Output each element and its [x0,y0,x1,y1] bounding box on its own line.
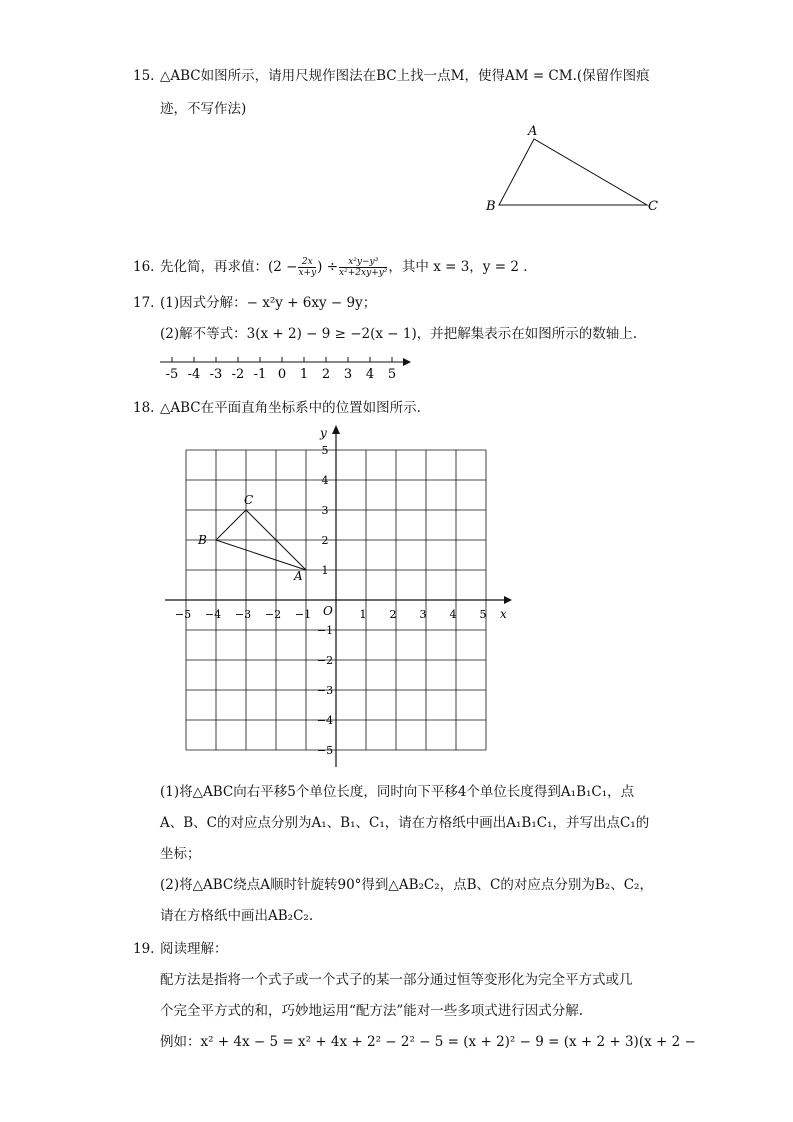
x-tick-label: −3 [234,608,252,621]
origin-label: O [323,604,333,618]
frac1-numerator: 2x [298,257,316,268]
frac2-numerator: x²y−y³ [339,257,387,268]
y-tick-label: 3 [321,504,329,517]
y-tick-label: 2 [321,534,329,547]
q16-fraction-2 [339,257,387,278]
q18-intro: △ABC在平面直角坐标系中的位置如图所示. [160,400,421,416]
frac2-denominator: x²+2xy+y² [339,268,388,278]
number-line-tick-label: -2 [231,367,245,382]
number-line-tick-label: 0 [277,367,287,382]
x-tick-label: 4 [449,608,457,621]
y-tick-label: 4 [321,474,329,487]
q15-text-line2: 迹，不写作法) [160,101,247,117]
q17-number: 17. [133,295,155,311]
q19-number: 19. [133,941,155,957]
point-label-b: B [198,533,207,547]
q19-title: 阅读理解： [160,941,228,957]
q18-part2-line1: (2)将△ABC绕点A顺时针旋转90°得到△AB₂C₂，点B、C的对应点分别为B₂、C₂， [160,877,653,893]
q16-mid: ) ÷ [317,259,339,275]
y-tick-label: −3 [316,684,334,697]
coordinate-grid [160,420,520,775]
q19-example: 例如：x² + 4x − 5 = x² + 4x + 2² − 2² − 5 = (x + 2)² − 9 = (x + 2 + 3)(x + 2 − [160,1034,696,1050]
q16-number: 16. [133,259,155,275]
q15-text-line1: △ABC如图所示，请用尺规作图法在BC上找一点M，使得AM = CM.(保留作图痕 [160,68,650,84]
y-tick-label: 1 [321,564,329,577]
q16-prefix: 先化简，再求值：(2 − [160,259,298,275]
number-line [155,352,415,382]
q19-paragraph-line2: 个完全平方式的和，巧妙地运用“配方法”能对一些多项式进行因式分解. [160,1003,584,1019]
label-a: A [528,124,538,139]
x-tick-label: 1 [359,608,367,621]
point-label-a: A [294,569,303,583]
q16-fraction-1 [298,257,316,278]
x-axis-label: x [500,607,507,621]
number-line-tick-label: -1 [253,367,267,382]
label-c: C [648,199,658,214]
number-line-tick-label: 5 [387,367,397,382]
q17-part2: (2)解不等式：3(x + 2) − 9 ≥ −2(x − 1)，并把解集表示在如图所示的数轴上. [160,326,638,342]
q16-text [160,250,528,284]
x-axis-arrow [504,596,512,604]
x-tick-label: 5 [479,608,487,621]
number-line-tick-label: 1 [299,367,309,382]
q17-part1: (1)因式分解：− x²y + 6xy − 9y； [160,295,377,311]
x-tick-label: 3 [419,608,427,621]
q19-paragraph-line1: 配方法是指将一个式子或一个式子的某一部分通过恒等变形化为完全平方式或几 [160,972,633,988]
q16-suffix: ，其中 x = 3，y = 2 . [388,259,528,275]
q18-part1-line1: (1)将△ABC向右平移5个单位长度，同时向下平移4个单位长度得到A₁B₁C₁，点 [160,784,635,800]
number-line-tick-label: -5 [165,367,179,382]
x-tick-label: −5 [174,608,192,621]
q18-part1-line2: A、B、C的对应点分别为A₁、B₁、C₁，请在方格纸中画出A₁B₁C₁，并写出点C₁的 [160,815,650,831]
number-line-tick-label: -3 [209,367,223,382]
q18-part1-line3: 坐标； [160,846,201,862]
triangle-abc [499,139,647,205]
label-b: B [486,199,496,214]
q15-number: 15. [133,68,155,84]
x-tick-label: 2 [389,608,397,621]
frac1-denominator: x+y [298,268,317,278]
number-line-tick-label: 3 [343,367,353,382]
y-tick-label: −1 [316,624,334,637]
number-line-tick-label: 4 [365,367,375,382]
triangle-figure [480,120,660,220]
y-tick-label: −5 [316,744,334,757]
x-tick-label: −2 [264,608,282,621]
y-tick-label: 5 [321,444,329,457]
x-tick-label: −1 [294,608,312,621]
x-tick-label: −4 [204,608,222,621]
number-line-tick-label: -4 [187,367,201,382]
number-line-tick-label: 2 [321,367,331,382]
q18-number: 18. [133,400,155,416]
q18-part2-line2: 请在方格纸中画出AB₂C₂. [160,908,314,924]
y-axis-arrow [332,425,340,434]
y-tick-label: −2 [316,654,334,667]
point-label-c: C [244,493,254,507]
y-axis-label: y [320,426,327,440]
y-tick-label: −4 [316,714,334,727]
